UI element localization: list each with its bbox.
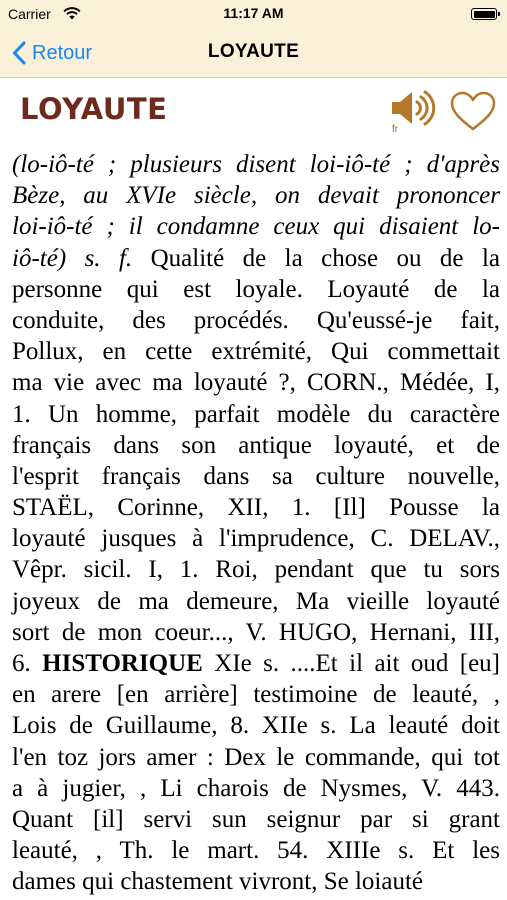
entry-headword: LOYAUTE: [20, 92, 168, 126]
text-run: Vêpr. sicil. I, 1. Roi, pendant que tu sors: [12, 556, 500, 584]
heart-icon: [449, 90, 497, 132]
carrier-label: Carrier: [8, 6, 51, 22]
definition-line: [12, 149, 500, 180]
text-run: 6.: [12, 650, 43, 677]
definition-line: [12, 742, 500, 773]
definition-line: [12, 866, 500, 897]
definition-line: [12, 773, 500, 804]
definition-line: [12, 617, 500, 648]
definition-line: [12, 336, 500, 367]
text-run: joyeux de ma demeure, Ma vieille loyauté: [12, 587, 500, 615]
definition-line: [12, 804, 500, 835]
page-title: LOYAUTE: [207, 41, 300, 62]
text-run: iô-té) s. f.: [12, 244, 133, 272]
text-run: français dans son antique loyauté, et de: [12, 431, 500, 459]
entry-header: [0, 78, 507, 148]
text-run: conduite, des procédés. Qu'eussé-je fait,: [12, 306, 500, 334]
definition-line: [12, 243, 500, 274]
pronounce-button[interactable]: [388, 88, 440, 138]
definition-line: [12, 305, 500, 336]
definition-line: [12, 523, 500, 554]
text-run: (lo-iô-té ; plusieurs disent loi-iô-té ; d'après: [12, 151, 500, 178]
text-run: sort de mon coeur..., V. HUGO, Hernani, III,: [12, 618, 500, 646]
definition-line: [12, 554, 500, 585]
status-bar: [0, 0, 507, 28]
definition-line: [12, 586, 500, 617]
text-run: XIe s. ....Et il ait oud [eu]: [202, 650, 500, 677]
definition-line: [12, 211, 500, 242]
text-run: Quant [il] servi sun seignur par si grant: [12, 805, 500, 833]
text-run: Pollux, en cette extrémité, Qui commettait: [12, 338, 500, 366]
definition-line: [12, 430, 500, 461]
section-label: HISTORIQUE: [42, 650, 203, 677]
text-run: loi-iô-té ; il condamne ceux qui disaient lo-: [12, 213, 500, 241]
definition-line: [12, 461, 500, 492]
text-run: a à jugier, , Li charois de Nysmes, V. 443.: [12, 774, 500, 802]
definition-line: [12, 710, 500, 741]
battery-icon: [471, 8, 497, 20]
text-run: leauté, , Th. le mart. 54. XIIIe s. Et les: [12, 837, 500, 865]
definition-line: [12, 648, 500, 679]
definition-line: [12, 180, 500, 211]
text-run: STAËL, Corinne, XII, 1. [Il] Pousse la: [12, 494, 500, 522]
navigation-bar: [0, 28, 507, 78]
text-run: loyauté jusques à l'imprudence, C. DELAV.,: [12, 525, 500, 553]
text-run: Bèze, au XVIe siècle, on devait prononcer: [12, 182, 500, 210]
definition-line: [12, 367, 500, 398]
text-run: 1. Un homme, parfait modèle du caractère: [12, 400, 500, 428]
favorite-button[interactable]: [449, 90, 497, 134]
language-label: fr: [392, 124, 399, 135]
text-run: Qualité de la chose ou de la: [132, 244, 500, 272]
text-run: personne qui est loyale. Loyauté de la: [12, 275, 500, 303]
text-run: Lois de Guillaume, 8. XIIe s. La leauté doit: [12, 712, 500, 740]
definition-line: [12, 274, 500, 305]
definition-text: [12, 149, 500, 898]
status-time: 11:17 AM: [223, 5, 284, 21]
text-run: l'esprit français dans sa culture nouvelle,: [12, 462, 500, 490]
text-run: en arere [en arrière] testimoine de leauté, ,: [12, 681, 500, 709]
text-run: l'en toz jors amer : Dex le commande, qui tot: [12, 743, 500, 771]
definition-line: [12, 835, 500, 866]
back-label: Retour: [32, 41, 93, 64]
text-run: dames qui chastement vivront, Se loiauté: [12, 868, 424, 896]
speaker-icon: [388, 88, 438, 128]
text-run: ma vie avec ma loyauté ?, CORN., Médée, I,: [12, 369, 500, 397]
definition-line: [12, 679, 500, 710]
definition-line: [12, 492, 500, 523]
definition-line: [12, 399, 500, 430]
